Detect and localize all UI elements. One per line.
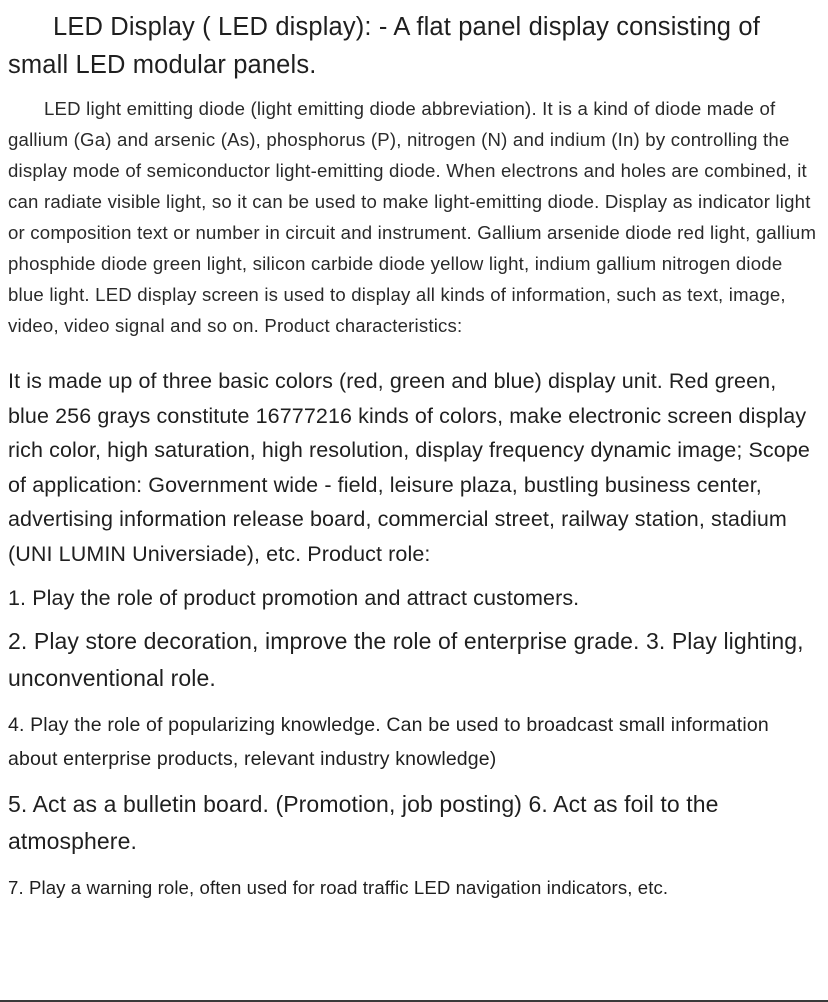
- role-item-4: 4. Play the role of popularizing knowledge. Can be used to broadcast small information about enterprise products, relevant industry knowledge): [8, 713, 769, 770]
- role-item-2-3: 2. Play store decoration, improve the role of enterprise grade. 3. Play lighting, unconventional role.: [8, 627, 804, 692]
- characteristics-paragraph: It is made up of three basic colors (red, green and blue) display unit. Red green, blue 256 grays constitute 16777216 kinds of colors, make electronic screen display rich color, high saturation, high resolution, display frequency dynamic image; Scope of application: Government wide - field, leisure plaza, bustling business center, advertising information release board, commercial street, railway station, stadium (UNI LUMIN Universiade), etc. Product role:: [8, 369, 810, 566]
- intro-paragraph: LED light emitting diode (light emitting diode abbreviation). It is a kind of diode made of gallium (Ga) and arsenic (As), phosphorus (P), nitrogen (N) and indium (In) by controlling the display mode of semiconductor light-emitting diode. When electrons and holes are combined, it can radiate visible light, so it can be used to make light-emitting diode. Display as indicator light or composition text or number in circuit and instrument. Gallium arsenide diode red light, gallium phosphide diode green light, silicon carbide diode yellow light, indium gallium nitrogen diode blue light. LED display screen is used to display all kinds of information, such as text, image, video, video signal and so on. Product characteristics:: [8, 98, 817, 336]
- document-title: LED Display ( LED display): - A flat panel display consisting of small LED modular panels.: [8, 13, 760, 79]
- role-item-7: 7. Play a warning role, often used for road traffic LED navigation indicators, etc.: [8, 876, 669, 898]
- role-item-5-6: 5. Act as a bulletin board. (Promotion, job posting) 6. Act as foil to the atmosphere.: [8, 790, 719, 855]
- product-role-list: [8, 581, 820, 903]
- role-item-1: 1. Play the role of product promotion and attract customers.: [8, 585, 580, 610]
